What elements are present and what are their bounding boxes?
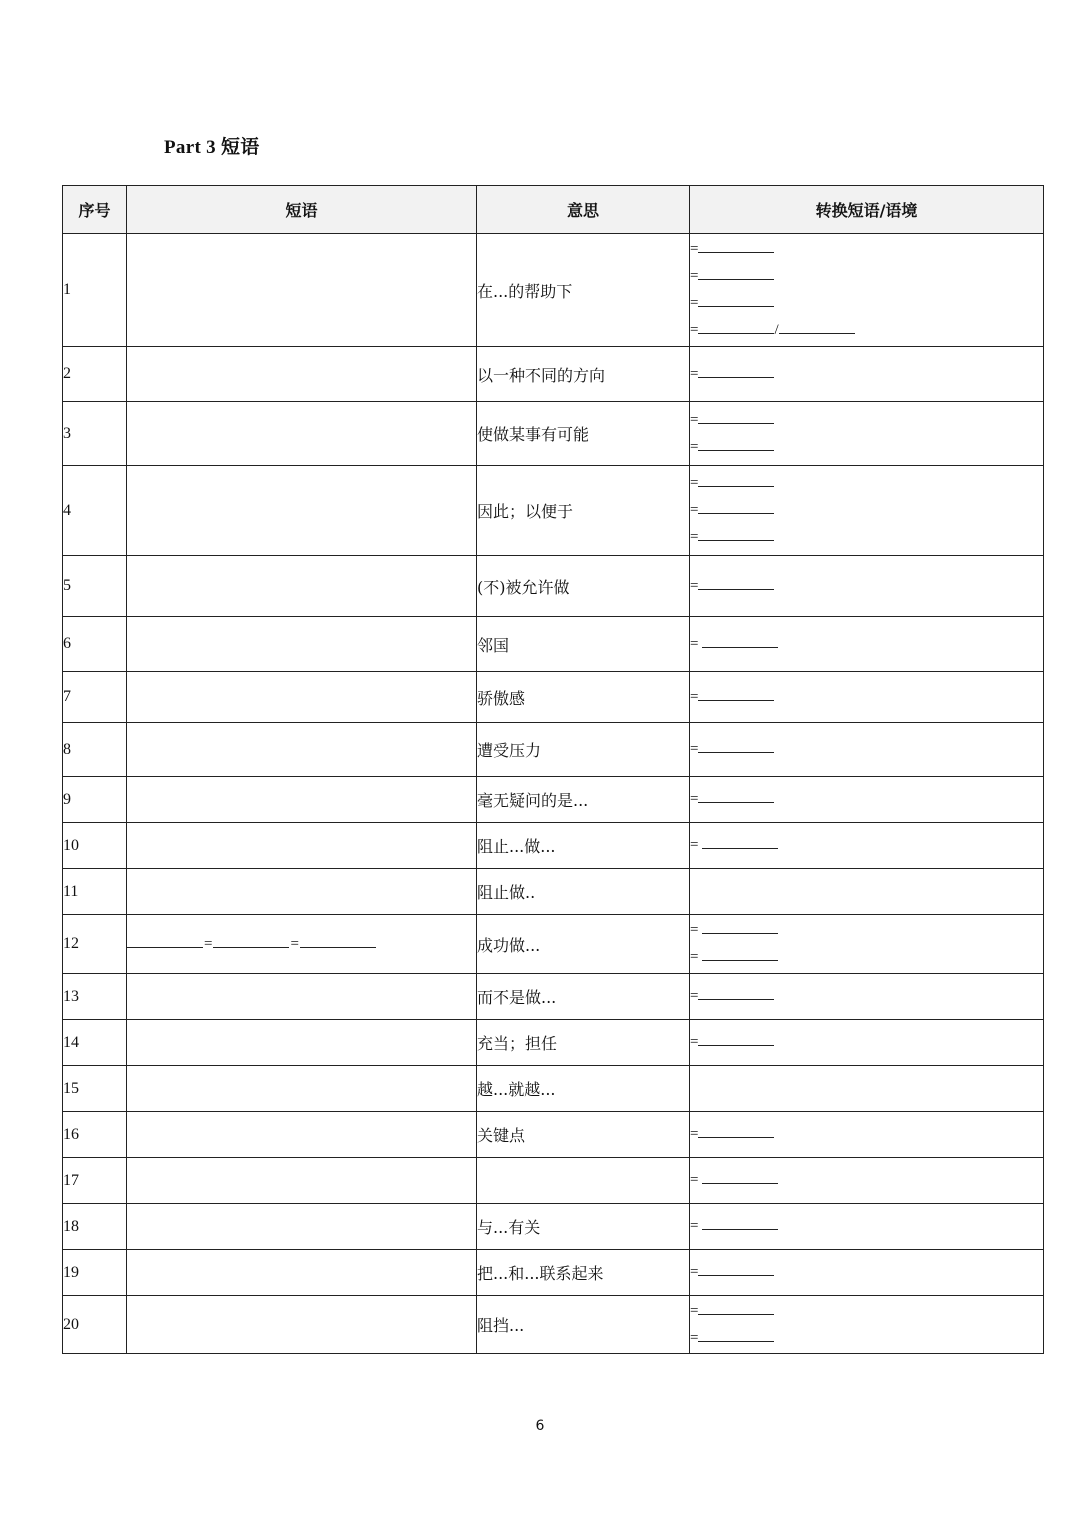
equals-sign: = — [690, 577, 699, 594]
blank-line[interactable] — [702, 1168, 778, 1184]
blank-line[interactable] — [698, 525, 774, 541]
blank-line[interactable] — [698, 1299, 774, 1315]
equals-sign: = — [690, 1034, 699, 1050]
equals-sign: = — [690, 411, 699, 428]
table-row — [63, 1020, 1044, 1066]
meaning-cell: 以一种不同的方向 — [477, 347, 690, 402]
row-number: 18 — [63, 1204, 127, 1250]
equals-sign: = — [690, 988, 699, 1004]
phrase-cell[interactable] — [127, 1066, 477, 1112]
row-number: 13 — [63, 974, 127, 1020]
phrase-cell[interactable] — [127, 723, 477, 777]
phrase-cell[interactable] — [127, 915, 477, 974]
phrase-cell[interactable] — [127, 1250, 477, 1296]
equals-sign: = — [690, 1218, 703, 1234]
conversion-cell[interactable] — [690, 617, 1044, 672]
blank-line[interactable] — [698, 237, 774, 253]
conversion-cell[interactable] — [690, 1066, 1044, 1112]
phrase-cell[interactable] — [127, 556, 477, 617]
conversion-cell[interactable] — [690, 672, 1044, 723]
equals-sign: = — [690, 502, 699, 518]
conversion-blank-line[interactable] — [690, 524, 1043, 551]
blank-line[interactable] — [300, 932, 376, 948]
conversion-blank-line[interactable] — [690, 832, 1043, 859]
conversion-blank-line[interactable] — [690, 407, 1043, 434]
table-row — [63, 777, 1044, 823]
row-number: 8 — [63, 723, 127, 777]
conversion-blank-line[interactable] — [690, 983, 1043, 1010]
conversion-cell[interactable] — [690, 556, 1044, 617]
phrase-cell[interactable] — [127, 974, 477, 1020]
phrase-cell[interactable] — [127, 234, 477, 347]
conversion-blank-line[interactable] — [690, 263, 1043, 290]
blank-line[interactable] — [698, 435, 774, 451]
blank-line[interactable] — [702, 833, 778, 849]
table-row — [63, 1296, 1044, 1354]
conversion-blank-line[interactable] — [690, 361, 1043, 388]
row-number: 4 — [63, 466, 127, 556]
phrase-cell[interactable] — [127, 777, 477, 823]
row-number: 6 — [63, 617, 127, 672]
table-row — [63, 974, 1044, 1020]
conversion-cell[interactable] — [690, 1112, 1044, 1158]
meaning-cell: 关键点 — [477, 1112, 690, 1158]
table-row — [63, 1158, 1044, 1204]
blank-line[interactable] — [702, 945, 778, 961]
equals-sign: = — [204, 935, 213, 952]
blank-line[interactable] — [698, 1122, 774, 1138]
conversion-blank-line[interactable] — [690, 917, 1043, 944]
table-row — [63, 617, 1044, 672]
meaning-cell: 与...有关 — [477, 1204, 690, 1250]
conversion-cell[interactable] — [690, 723, 1044, 777]
phrase-table — [62, 185, 1044, 1354]
conversion-blank-line[interactable] — [690, 573, 1043, 600]
conversion-cell[interactable] — [690, 234, 1044, 347]
phrase-cell[interactable] — [127, 617, 477, 672]
equals-sign: = — [690, 1172, 703, 1188]
conversion-blank-line[interactable] — [690, 1259, 1043, 1286]
conversion-blank-line[interactable] — [690, 736, 1043, 763]
conversion-blank-line[interactable] — [690, 1121, 1043, 1148]
blank-line[interactable] — [213, 932, 289, 948]
row-number: 2 — [63, 347, 127, 402]
conversion-blank-line[interactable] — [690, 290, 1043, 317]
phrase-cell[interactable] — [127, 347, 477, 402]
conversion-cell[interactable] — [690, 1158, 1044, 1204]
conversion-cell[interactable] — [690, 1020, 1044, 1066]
conversion-blank-line[interactable] — [690, 317, 1043, 344]
equals-sign: = — [690, 475, 699, 491]
blank-line[interactable] — [698, 1326, 774, 1342]
equals-sign: = — [690, 922, 703, 938]
phrase-cell[interactable] — [127, 466, 477, 556]
conversion-cell[interactable] — [690, 823, 1044, 869]
equals-sign: = — [290, 935, 299, 952]
conversion-blank-line[interactable] — [690, 497, 1043, 524]
equals-sign: = — [690, 741, 699, 757]
table-row — [63, 723, 1044, 777]
blank-line[interactable] — [779, 318, 855, 334]
phrase-cell[interactable] — [127, 1112, 477, 1158]
table-row — [63, 823, 1044, 869]
blank-line[interactable] — [698, 408, 774, 424]
conversion-cell[interactable] — [690, 1296, 1044, 1354]
row-number: 17 — [63, 1158, 127, 1204]
equals-sign: = — [690, 1264, 699, 1280]
phrase-cell[interactable] — [127, 1020, 477, 1066]
equals-sign: = — [690, 688, 699, 705]
blank-line[interactable] — [698, 471, 774, 487]
meaning-cell: 把...和...联系起来 — [477, 1250, 690, 1296]
phrase-cell[interactable] — [127, 823, 477, 869]
meaning-cell: 越...就越... — [477, 1066, 690, 1112]
phrase-cell[interactable] — [127, 402, 477, 466]
conversion-cell[interactable] — [690, 347, 1044, 402]
meaning-cell: 阻挡... — [477, 1296, 690, 1354]
conversion-cell[interactable] — [690, 466, 1044, 556]
phrase-cell[interactable] — [127, 1158, 477, 1204]
meaning-cell: 骄傲感 — [477, 672, 690, 723]
equals-sign: = — [690, 837, 703, 853]
row-number: 20 — [63, 1296, 127, 1354]
meaning-cell: 在...的帮助下 — [477, 234, 690, 347]
equals-sign: = — [690, 1126, 699, 1142]
row-number: 14 — [63, 1020, 127, 1066]
row-number: 15 — [63, 1066, 127, 1112]
equals-sign: = — [690, 241, 699, 257]
equals-sign: = — [690, 791, 699, 807]
equals-sign: = — [690, 635, 703, 652]
table-row — [63, 915, 1044, 974]
meaning-cell: 成功做... — [477, 915, 690, 974]
conversion-cell[interactable] — [690, 1204, 1044, 1250]
equals-sign: = — [690, 268, 699, 284]
blank-line[interactable] — [127, 932, 203, 948]
equals-sign: = — [690, 1329, 699, 1346]
table-header-row — [63, 186, 1044, 234]
equals-sign: = — [690, 529, 699, 545]
blank-line[interactable] — [698, 984, 774, 1000]
table-row — [63, 1112, 1044, 1158]
conversion-blank-line[interactable] — [690, 434, 1043, 461]
meaning-cell: 充当；担任 — [477, 1020, 690, 1066]
row-number: 11 — [63, 869, 127, 915]
meaning-cell: 使做某事有可能 — [477, 402, 690, 466]
blank-line[interactable] — [698, 1030, 774, 1046]
header-conversion: 转换短语/语境 — [690, 186, 1044, 234]
row-number: 16 — [63, 1112, 127, 1158]
conversion-blank-line[interactable] — [690, 944, 1043, 971]
header-meaning: 意思 — [477, 186, 690, 234]
blank-line[interactable] — [698, 264, 774, 280]
slash-separator: / — [774, 322, 779, 338]
meaning-cell: 因此；以便于 — [477, 466, 690, 556]
meaning-cell — [477, 1158, 690, 1204]
table-row — [63, 402, 1044, 466]
equals-sign: = — [690, 438, 699, 455]
meaning-cell: 遭受压力 — [477, 723, 690, 777]
table-row — [63, 347, 1044, 402]
page-number: 6 — [535, 1418, 545, 1434]
blank-line[interactable] — [702, 1214, 778, 1230]
table-row — [63, 869, 1044, 915]
blank-line[interactable] — [698, 737, 774, 753]
conversion-blank-line[interactable] — [690, 684, 1043, 711]
phrase-cell[interactable] — [127, 869, 477, 915]
header-phrase: 短语 — [127, 186, 477, 234]
conversion-blank-line[interactable] — [690, 470, 1043, 497]
blank-line[interactable] — [698, 362, 774, 378]
row-number: 10 — [63, 823, 127, 869]
row-number: 12 — [63, 915, 127, 974]
meaning-cell: 阻止做.. — [477, 869, 690, 915]
row-number: 9 — [63, 777, 127, 823]
table-row — [63, 234, 1044, 347]
conversion-cell[interactable] — [690, 869, 1044, 915]
equals-sign: = — [690, 322, 699, 338]
row-number: 1 — [63, 234, 127, 347]
conversion-cell[interactable] — [690, 974, 1044, 1020]
conversion-blank-line[interactable] — [690, 631, 1043, 658]
blank-line[interactable] — [702, 918, 778, 934]
conversion-blank-line[interactable] — [690, 1325, 1043, 1352]
meaning-cell: 而不是做... — [477, 974, 690, 1020]
blank-line[interactable] — [698, 685, 774, 701]
meaning-cell: 邻国 — [477, 617, 690, 672]
table-row — [63, 1204, 1044, 1250]
equals-sign: = — [690, 1302, 699, 1319]
phrase-cell[interactable] — [127, 672, 477, 723]
blank-line[interactable] — [698, 498, 774, 514]
blank-line[interactable] — [698, 318, 774, 334]
table-row — [63, 466, 1044, 556]
table-row — [63, 556, 1044, 617]
row-number: 3 — [63, 402, 127, 466]
meaning-cell: 毫无疑问的是... — [477, 777, 690, 823]
equals-sign: = — [690, 365, 699, 382]
blank-line[interactable] — [698, 1260, 774, 1276]
conversion-cell[interactable] — [690, 402, 1044, 466]
phrase-cell[interactable] — [127, 1296, 477, 1354]
row-number: 7 — [63, 672, 127, 723]
conversion-cell[interactable] — [690, 915, 1044, 974]
conversion-blank-line[interactable] — [690, 1029, 1043, 1056]
meaning-cell: 阻止...做... — [477, 823, 690, 869]
blank-line[interactable] — [702, 632, 778, 648]
conversion-blank-line[interactable] — [690, 786, 1043, 813]
header-num: 序号 — [63, 186, 127, 234]
conversion-cell[interactable] — [690, 1250, 1044, 1296]
table-row — [63, 672, 1044, 723]
conversion-blank-line[interactable] — [690, 1167, 1043, 1194]
equals-sign: = — [690, 295, 699, 311]
conversion-blank-line[interactable] — [690, 236, 1043, 263]
phrase-cell[interactable] — [127, 1204, 477, 1250]
blank-line[interactable] — [698, 574, 774, 590]
equals-sign: = — [690, 949, 703, 965]
section-title: Part 3 短语 — [164, 137, 260, 158]
meaning-cell: (不)被允许做 — [477, 556, 690, 617]
table-row — [63, 1250, 1044, 1296]
conversion-blank-line[interactable] — [690, 1298, 1043, 1325]
row-number: 5 — [63, 556, 127, 617]
conversion-blank-line[interactable] — [690, 1213, 1043, 1240]
blank-line[interactable] — [698, 787, 774, 803]
row-number: 19 — [63, 1250, 127, 1296]
table-row — [63, 1066, 1044, 1112]
phrase-blank-line[interactable] — [127, 931, 476, 958]
conversion-cell[interactable] — [690, 777, 1044, 823]
blank-line[interactable] — [698, 291, 774, 307]
